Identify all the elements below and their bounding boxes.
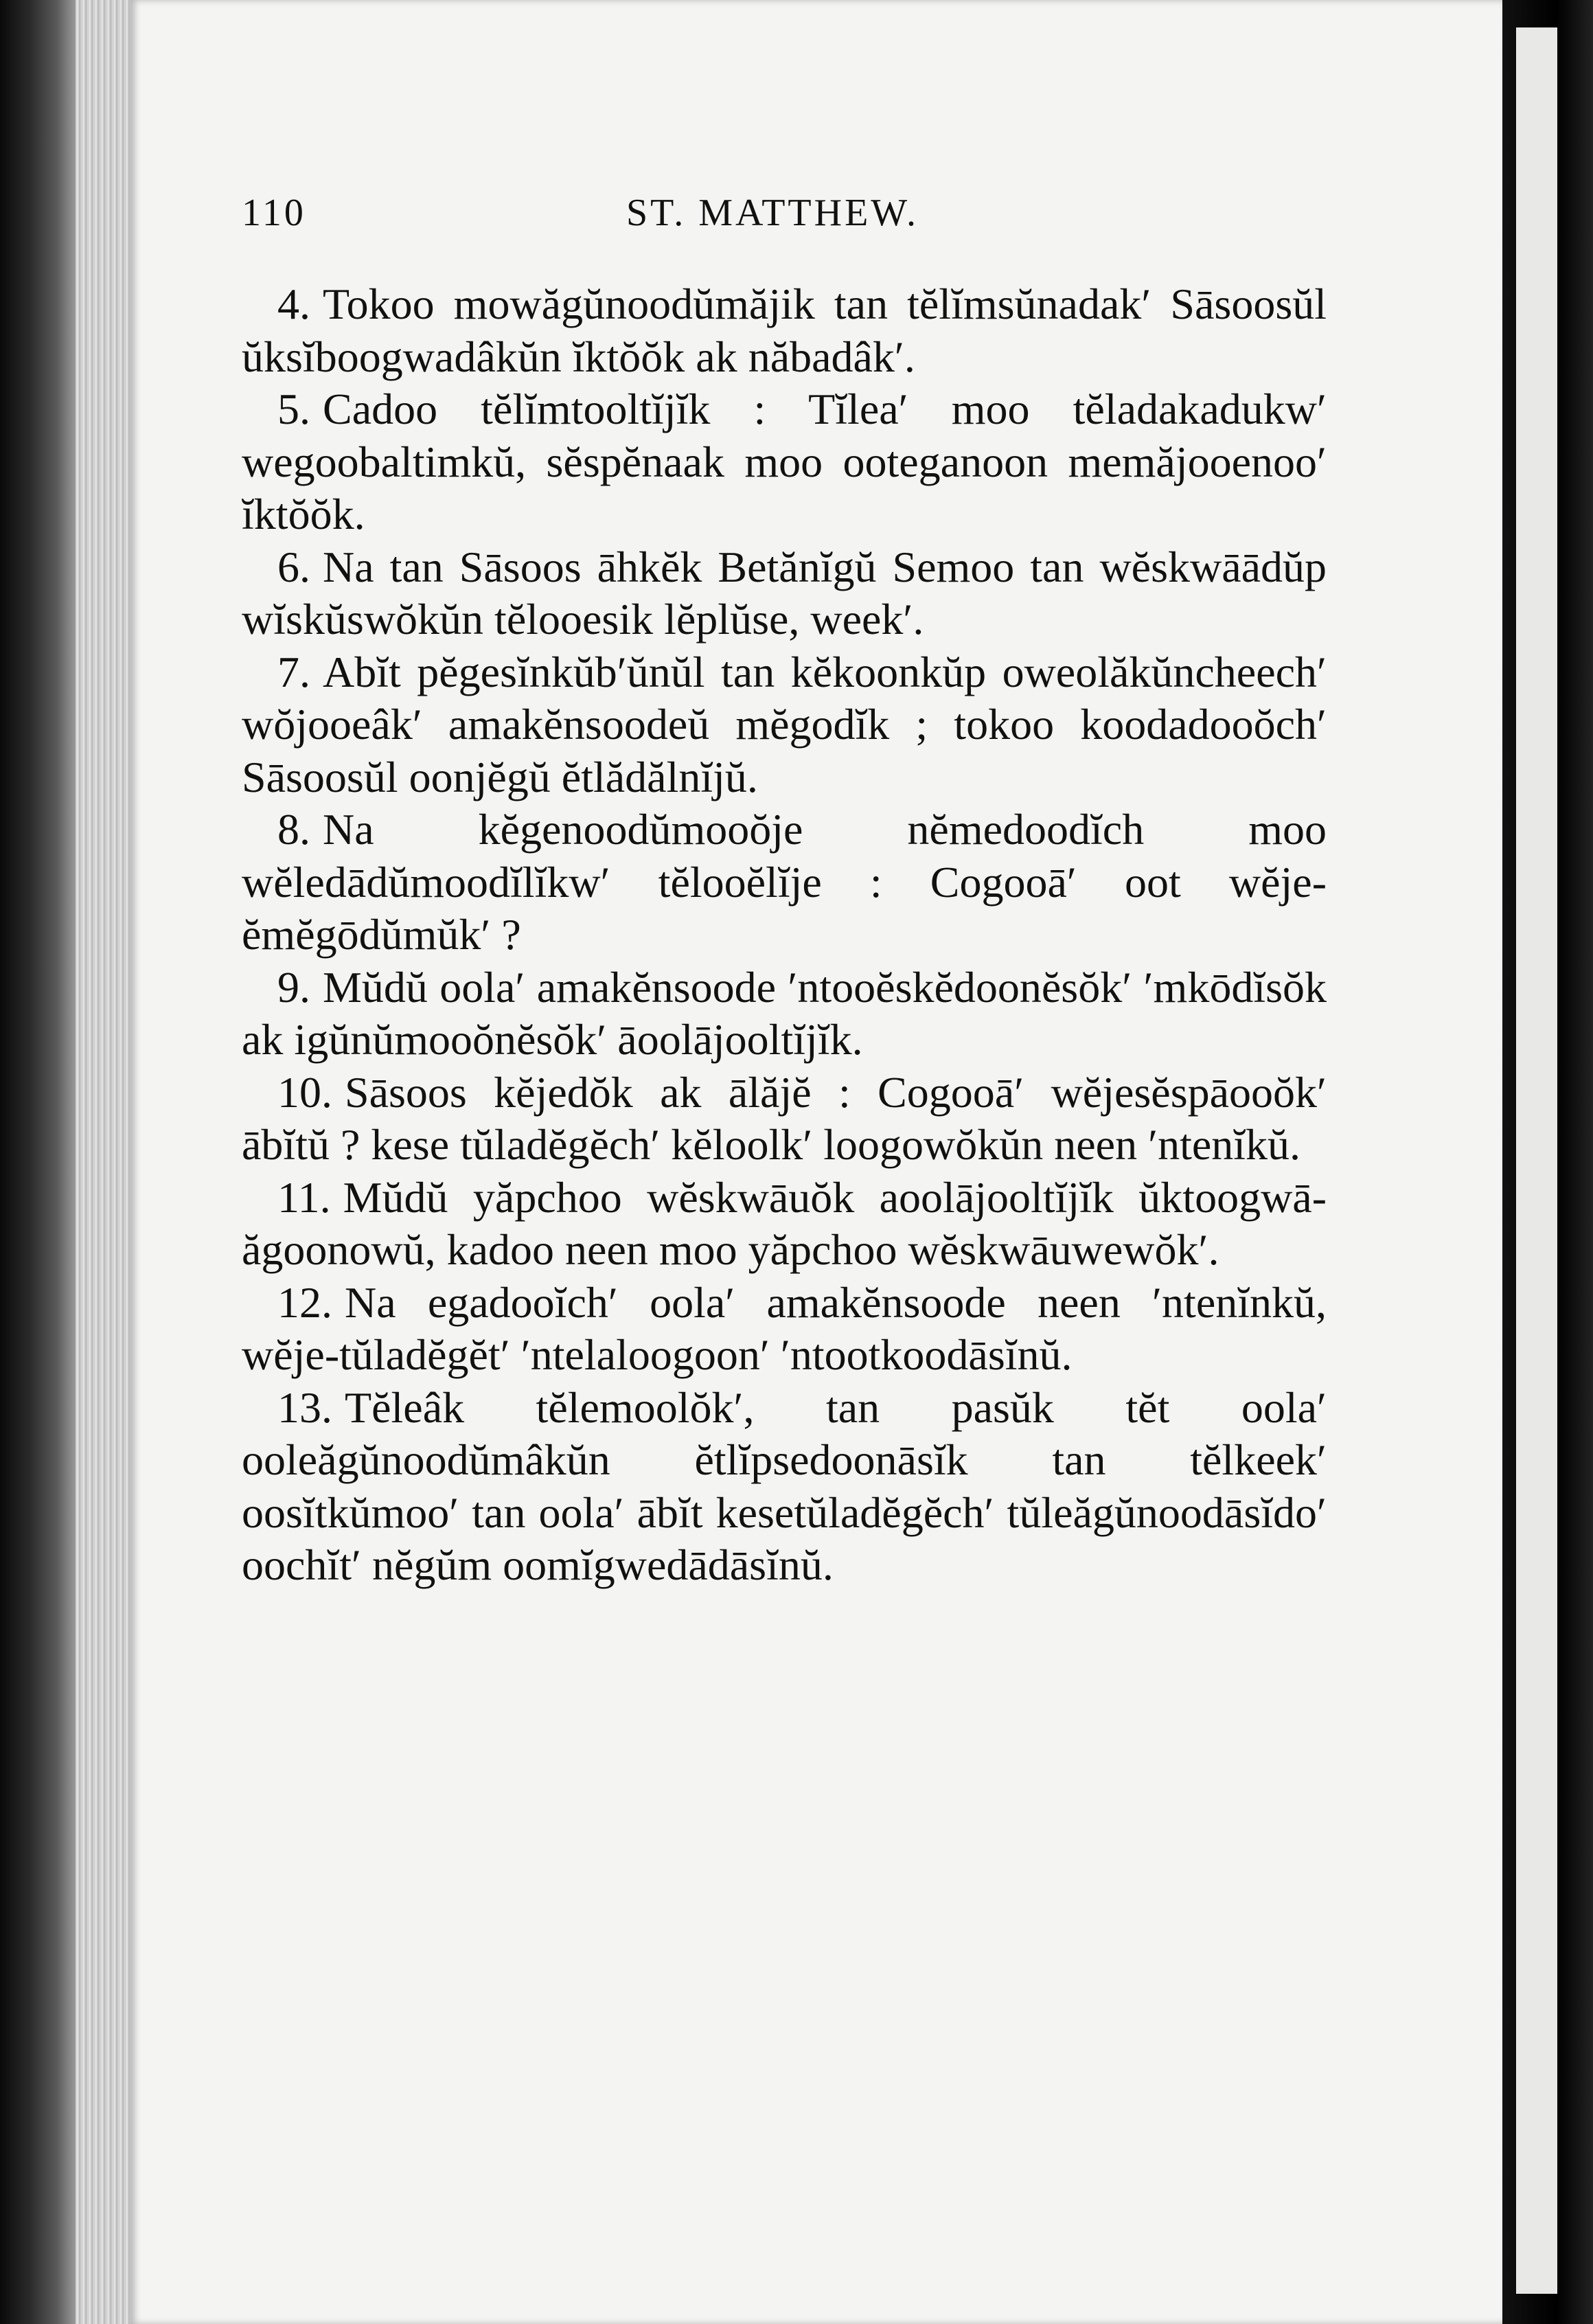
verse-number: 7. [277, 647, 310, 696]
verse-10 [242, 1067, 1327, 1172]
verse-5 [242, 383, 1327, 541]
facing-page-edge [1516, 27, 1557, 2294]
verse-text-block [242, 278, 1327, 1592]
verse-12 [242, 1277, 1327, 1382]
page-header [242, 191, 1327, 246]
verse-text: Mŭdŭ yăpchoo wĕskwāuŏk aoolājooltĭjĭk ŭktoogwā-ăgoonowŭ, kadoo neen moo yăpchoo wĕskwāuwewŏk′. [242, 1172, 1327, 1274]
verse-text: Mŭdŭ oola′ amakĕnsoode ′ntooĕskĕdoonĕsŏk′ ′mkōdĭsŏk ak igŭnŭmooŏnĕsŏk′ āoolājooltĭjĭk. [242, 962, 1327, 1064]
verse-number: 5. [277, 385, 310, 433]
verse-text: Na egadooĭch′ oola′ amakĕnsoode neen ′ntenĭnkŭ, wĕje-tŭladĕgĕt′ ′ntelaloogoon′ ′ntootkoodāsĭnŭ. [242, 1277, 1327, 1379]
page-number: 110 [242, 192, 306, 234]
verse-13 [242, 1382, 1327, 1592]
verse-number: 12. [277, 1277, 332, 1327]
verse-text: Na tan Sāsoos āhkĕk Betănĭgŭ Semoo tan wĕskwāādŭp wĭskŭswŏkŭn tĕlooesik lĕplŭse, week′. [242, 542, 1327, 643]
verse-text: Na kĕgenoodŭmooŏje nĕmedoodĭch moo wĕledādŭmoodĭlĭkw′ tĕlooĕlĭje : Cogooā′ oot wĕje-ĕmĕgōdŭmŭk′ ? [242, 805, 1327, 959]
running-title: ST. MATTHEW. [626, 192, 919, 234]
verse-7 [242, 646, 1327, 804]
verse-8 [242, 804, 1327, 961]
page-stack-edge [76, 0, 137, 2324]
verse-text: Tokoo mowăgŭnoodŭmăjik tan tĕlĭmsŭnadak′ Sāsoosŭl ŭksĭboogwadâkŭn ĭktŏŏk ak năbadâk′. [242, 280, 1327, 381]
verse-4 [242, 278, 1327, 383]
verse-9 [242, 961, 1327, 1067]
verse-number: 13. [277, 1382, 332, 1432]
verse-11 [242, 1172, 1327, 1277]
verse-text: Cadoo tĕlĭmtooltĭjĭk : Tĭlea′ moo tĕladakadukw′ wegoobaltimkŭ, sĕspĕnaak moo ooteganoon memăjooenoo′ ĭktŏŏk. [242, 385, 1327, 538]
verse-number: 9. [277, 962, 310, 1012]
verse-number: 6. [277, 542, 310, 591]
verse-number: 11. [277, 1172, 331, 1222]
verse-number: 10. [277, 1067, 332, 1117]
book-binding [0, 0, 76, 2324]
verse-number: 4. [277, 280, 310, 328]
verse-text: Tĕleâk tĕlemoolŏk′, tan pasŭk tĕt oola′ ooleăgŭnoodŭmâkŭn ĕtlĭpsedoonāsĭk tan tĕlkeek′ oosĭtkŭmoo′ tan oola′ ābĭt kesetŭladĕgĕch′ tŭleăgŭnoodāsĭdo′ oochĭt′ nĕgŭm oomĭgwedādāsĭnŭ. [242, 1382, 1327, 1589]
verse-text: Abĭt pĕgesĭnkŭb′ŭnŭl tan kĕkoonkŭp oweolăkŭncheech′ wŏjooeâk′ amakĕnsoodeŭ mĕgodĭk ; tokoo koodadooŏch′ Sāsoosŭl oonjĕgŭ ĕtlădălnĭjŭ. [242, 647, 1327, 801]
verse-number: 8. [277, 805, 310, 854]
verse-text: Sāsoos kĕjedŏk ak ālăjĕ : Cogooā′ wĕjesĕspāooŏk′ ābĭtŭ ? kese tŭladĕgĕch′ kĕloolk′ loogowŏkŭn neen ′ntenĭkŭ. [242, 1067, 1327, 1169]
verse-6 [242, 541, 1327, 646]
